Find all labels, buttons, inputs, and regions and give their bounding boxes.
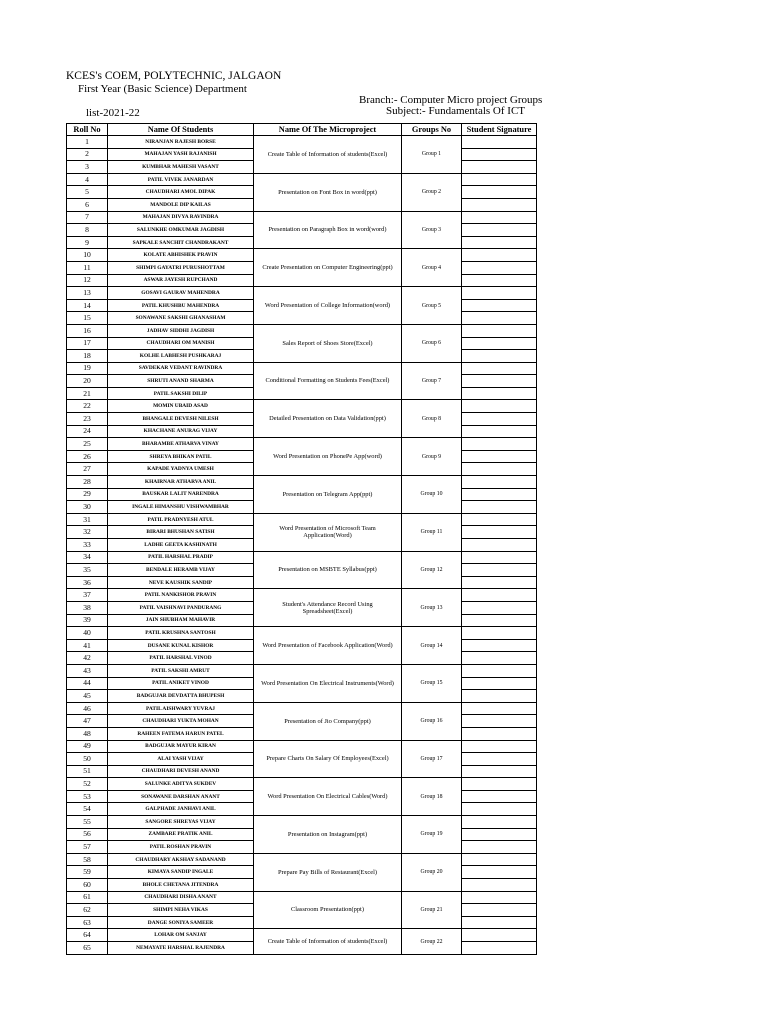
group-number-cell: Group 20 [402, 853, 462, 891]
group-number-cell: Group 9 [402, 438, 462, 476]
student-signature-cell[interactable] [462, 488, 537, 501]
student-signature-cell[interactable] [462, 261, 537, 274]
roll-number-cell: 3 [67, 161, 108, 174]
student-name-cell: KHAIRNAR ATHARVA ANIL [108, 476, 254, 489]
student-signature-cell[interactable] [462, 551, 537, 564]
roll-number-cell: 12 [67, 274, 108, 287]
student-signature-cell[interactable] [462, 173, 537, 186]
roll-number-cell: 31 [67, 513, 108, 526]
student-name-cell: NIRANJAN RAJESH BORSE [108, 136, 254, 149]
student-name-cell: BAUSKAR LALIT NARENDRA [108, 488, 254, 501]
student-name-cell: BENDALE HERAMB VIJAY [108, 564, 254, 577]
student-name-cell: PATIL VIVEK JANARDAN [108, 173, 254, 186]
student-name-cell: JADHAV SIDDHI JAGDISH [108, 324, 254, 337]
roll-number-cell: 9 [67, 236, 108, 249]
table-row [67, 627, 537, 640]
roll-number-cell: 45 [67, 690, 108, 703]
roll-number-cell: 30 [67, 501, 108, 514]
microproject-cell: Presentation on Paragraph Box in word(word) [254, 211, 402, 249]
group-number-cell: Group 12 [402, 551, 462, 589]
student-signature-cell[interactable] [462, 690, 537, 703]
student-name-cell: ZAMBARE PRATIK ANIL [108, 828, 254, 841]
group-number-cell: Group 1 [402, 136, 462, 174]
group-number-cell: Group 11 [402, 513, 462, 551]
roll-number-cell: 56 [67, 828, 108, 841]
group-number-cell: Group 10 [402, 476, 462, 514]
roll-number-cell: 17 [67, 337, 108, 350]
roll-number-cell: 5 [67, 186, 108, 199]
branch-label: Branch:- Computer Micro project Groups [359, 94, 543, 106]
column-header-microproject: Name Of The Microproject [254, 124, 402, 136]
roll-number-cell: 15 [67, 312, 108, 325]
student-name-cell: PATIL HARSHAL VINOD [108, 652, 254, 665]
roll-number-cell: 64 [67, 929, 108, 942]
student-signature-cell[interactable] [462, 438, 537, 451]
roll-number-cell: 65 [67, 942, 108, 955]
group-number-cell: Group 21 [402, 891, 462, 929]
microproject-cell: Presentation on MSBTE Syllabus(ppt) [254, 551, 402, 589]
table-row [67, 816, 537, 829]
table-row [67, 362, 537, 375]
student-name-cell: ASWAR JAYESH RUPCHAND [108, 274, 254, 287]
roll-number-cell: 55 [67, 816, 108, 829]
student-name-cell: CHAUDHARI AMOL DIPAK [108, 186, 254, 199]
roll-number-cell: 35 [67, 564, 108, 577]
micro-project-groups-table [66, 123, 537, 955]
roll-number-cell: 49 [67, 740, 108, 753]
student-signature-cell[interactable] [462, 702, 537, 715]
student-signature-cell[interactable] [462, 236, 537, 249]
roll-number-cell: 7 [67, 211, 108, 224]
student-name-cell: PATIL KHUSHBU MAHENDRA [108, 299, 254, 312]
group-number-cell: Group 14 [402, 627, 462, 665]
table-body [67, 136, 537, 955]
student-signature-cell[interactable] [462, 879, 537, 892]
student-name-cell: CHAUDHARI YUKTA MOHAN [108, 715, 254, 728]
student-name-cell: BADGUJAR DEVDATTA BHUPESH [108, 690, 254, 703]
student-signature-cell[interactable] [462, 198, 537, 211]
student-signature-cell[interactable] [462, 513, 537, 526]
microproject-cell: Word Presentation On Electrical Instruments(Word) [254, 664, 402, 702]
roll-number-cell: 41 [67, 639, 108, 652]
student-name-cell: INGALE HIMANSHU VISHWAMBHAR [108, 501, 254, 514]
student-name-cell: SHRUTI ANAND SHARMA [108, 375, 254, 388]
microproject-cell: Presentation on Font Box in word(ppt) [254, 173, 402, 211]
microproject-cell: Create Table of Information of students(Excel) [254, 929, 402, 954]
student-signature-cell[interactable] [462, 904, 537, 917]
student-signature-cell[interactable] [462, 476, 537, 489]
student-signature-cell[interactable] [462, 778, 537, 791]
roll-number-cell: 33 [67, 539, 108, 552]
table-row [67, 853, 537, 866]
microproject-cell: Word Presentation on PhonePe App(word) [254, 438, 402, 476]
student-signature-cell[interactable] [462, 387, 537, 400]
student-name-cell: SONAWANE SAKSHI GHANASHAM [108, 312, 254, 325]
student-signature-cell[interactable] [462, 413, 537, 426]
student-name-cell: BHOLE CHETANA JITENDRA [108, 879, 254, 892]
microproject-cell: Word Presentation of Microsoft Team Application(Word) [254, 513, 402, 551]
column-header-roll-no: Roll No [67, 124, 108, 136]
student-name-cell: SALUNKHE OMKUMAR JAGDISH [108, 224, 254, 237]
student-signature-cell[interactable] [462, 753, 537, 766]
student-signature-cell[interactable] [462, 929, 537, 942]
group-number-cell: Group 6 [402, 324, 462, 362]
roll-number-cell: 37 [67, 589, 108, 602]
table-row [67, 173, 537, 186]
student-signature-cell[interactable] [462, 148, 537, 161]
table-row [67, 891, 537, 904]
table-row [67, 513, 537, 526]
roll-number-cell: 28 [67, 476, 108, 489]
group-number-cell: Group 5 [402, 287, 462, 325]
student-signature-cell[interactable] [462, 614, 537, 627]
roll-number-cell: 18 [67, 350, 108, 363]
student-signature-cell[interactable] [462, 891, 537, 904]
student-name-cell: RAHEEN FATEMA HARUN PATEL [108, 727, 254, 740]
student-signature-cell[interactable] [462, 362, 537, 375]
student-name-cell: PATIL VAISHNAVI PANDURANG [108, 601, 254, 614]
student-name-cell: MAHAJAN DIVYA RAVINDRA [108, 211, 254, 224]
roll-number-cell: 6 [67, 198, 108, 211]
student-name-cell: PATIL NANKISHOR PRAVIN [108, 589, 254, 602]
group-number-cell: Group 8 [402, 400, 462, 438]
student-signature-cell[interactable] [462, 539, 537, 552]
table-row [67, 589, 537, 602]
student-signature-cell[interactable] [462, 639, 537, 652]
subject-label: Subject:- Fundamentals Of ICT [386, 105, 526, 117]
student-name-cell: DANGE SONIYA SAMEER [108, 916, 254, 929]
roll-number-cell: 39 [67, 614, 108, 627]
student-name-cell: PATIL HARSHAL PRADIP [108, 551, 254, 564]
roll-number-cell: 19 [67, 362, 108, 375]
student-name-cell: CHAUDHARI DISHA ANANT [108, 891, 254, 904]
microproject-cell: Detailed Presentation on Data Validation(ppt) [254, 400, 402, 438]
student-name-cell: MAHAJAN YASH RAJANISH [108, 148, 254, 161]
group-number-cell: Group 13 [402, 589, 462, 627]
list-year-label: list-2021-22 [86, 107, 140, 119]
student-name-cell: KHACHANE ANURAG VIJAY [108, 425, 254, 438]
student-name-cell: KAPADE YADNYA UMESH [108, 463, 254, 476]
student-signature-cell[interactable] [462, 740, 537, 753]
roll-number-cell: 48 [67, 727, 108, 740]
column-header-group-no: Groups No [402, 124, 462, 136]
roll-number-cell: 42 [67, 652, 108, 665]
group-number-cell: Group 4 [402, 249, 462, 287]
institute-title: KCES's COEM, POLYTECHNIC, JALGAON [66, 70, 282, 82]
student-signature-cell[interactable] [462, 803, 537, 816]
microproject-cell: Word Presentation of College Information(word) [254, 287, 402, 325]
roll-number-cell: 44 [67, 677, 108, 690]
student-signature-cell[interactable] [462, 375, 537, 388]
student-signature-cell[interactable] [462, 601, 537, 614]
roll-number-cell: 43 [67, 664, 108, 677]
student-signature-cell[interactable] [462, 866, 537, 879]
student-signature-cell[interactable] [462, 425, 537, 438]
student-name-cell: PATIL ANIKET VINOD [108, 677, 254, 690]
student-name-cell: CHAUDHARI DEVESH ANAND [108, 765, 254, 778]
microproject-cell: Classroom Presentation(ppt) [254, 891, 402, 929]
student-name-cell: ALAI YASH VIJAY [108, 753, 254, 766]
roll-number-cell: 46 [67, 702, 108, 715]
student-name-cell: DUSANE KUNAL KISHOR [108, 639, 254, 652]
table-row [67, 551, 537, 564]
department-title: First Year (Basic Science) Department [78, 83, 247, 95]
table-row [67, 324, 537, 337]
roll-number-cell: 40 [67, 627, 108, 640]
student-name-cell: CHAUDHARY AKSHAY SADANAND [108, 853, 254, 866]
student-name-cell: NEMAYATE HARSHAL RAJENDRA [108, 942, 254, 955]
student-signature-cell[interactable] [462, 526, 537, 539]
student-signature-cell[interactable] [462, 627, 537, 640]
student-signature-cell[interactable] [462, 664, 537, 677]
student-signature-cell[interactable] [462, 501, 537, 514]
student-name-cell: LADHE GEETA KASHINATH [108, 539, 254, 552]
microproject-cell: Create Table of Information of students(Excel) [254, 136, 402, 174]
roll-number-cell: 53 [67, 790, 108, 803]
roll-number-cell: 34 [67, 551, 108, 564]
microproject-cell: Word Presentation On Electrical Cables(Word) [254, 778, 402, 816]
roll-number-cell: 60 [67, 879, 108, 892]
student-signature-cell[interactable] [462, 312, 537, 325]
table-row [67, 702, 537, 715]
student-name-cell: CHAUDHARI OM MANISH [108, 337, 254, 350]
roll-number-cell: 38 [67, 601, 108, 614]
table-row [67, 664, 537, 677]
student-signature-cell[interactable] [462, 916, 537, 929]
student-signature-cell[interactable] [462, 853, 537, 866]
roll-number-cell: 26 [67, 450, 108, 463]
student-signature-cell[interactable] [462, 324, 537, 337]
table-row [67, 287, 537, 300]
student-signature-cell[interactable] [462, 224, 537, 237]
student-signature-cell[interactable] [462, 589, 537, 602]
student-name-cell: KIMAYA SANDIP INGALE [108, 866, 254, 879]
roll-number-cell: 32 [67, 526, 108, 539]
roll-number-cell: 23 [67, 413, 108, 426]
group-number-cell: Group 2 [402, 173, 462, 211]
student-signature-cell[interactable] [462, 249, 537, 262]
student-signature-cell[interactable] [462, 652, 537, 665]
student-name-cell: SALUNKE ADITYA SUKDEV [108, 778, 254, 791]
student-name-cell: LOHAR OM SANJAY [108, 929, 254, 942]
student-signature-cell[interactable] [462, 186, 537, 199]
student-signature-cell[interactable] [462, 161, 537, 174]
microproject-cell: Word Presentation of Facebook Application(Word) [254, 627, 402, 665]
student-name-cell: BIRARI BHUSHAN SATISH [108, 526, 254, 539]
roll-number-cell: 63 [67, 916, 108, 929]
roll-number-cell: 8 [67, 224, 108, 237]
student-signature-cell[interactable] [462, 299, 537, 312]
roll-number-cell: 21 [67, 387, 108, 400]
microproject-cell: Presentation on Telegram App(ppt) [254, 476, 402, 514]
microproject-cell: Presentation of Jio Company(ppt) [254, 702, 402, 740]
roll-number-cell: 14 [67, 299, 108, 312]
roll-number-cell: 47 [67, 715, 108, 728]
microproject-cell: Create Presentation on Computer Engineering(ppt) [254, 249, 402, 287]
roll-number-cell: 25 [67, 438, 108, 451]
student-name-cell: SHREYA BHIKAN PATIL [108, 450, 254, 463]
student-signature-cell[interactable] [462, 727, 537, 740]
roll-number-cell: 1 [67, 136, 108, 149]
group-number-cell: Group 16 [402, 702, 462, 740]
roll-number-cell: 54 [67, 803, 108, 816]
roll-number-cell: 20 [67, 375, 108, 388]
microproject-cell: Student's Attendance Record Using Spreadsheet(Excel) [254, 589, 402, 627]
roll-number-cell: 29 [67, 488, 108, 501]
roll-number-cell: 59 [67, 866, 108, 879]
student-name-cell: GALPHADE JANHAVI ANIL [108, 803, 254, 816]
student-signature-cell[interactable] [462, 677, 537, 690]
student-name-cell: SAVDEKAR VEDANT RAVINDRA [108, 362, 254, 375]
table-row [67, 249, 537, 262]
group-number-cell: Group 18 [402, 778, 462, 816]
roll-number-cell: 4 [67, 173, 108, 186]
student-name-cell: GOSAVI GAURAV MAHENDRA [108, 287, 254, 300]
student-name-cell: PATIL KRUSHNA SANTOSH [108, 627, 254, 640]
roll-number-cell: 58 [67, 853, 108, 866]
student-signature-cell[interactable] [462, 450, 537, 463]
student-signature-cell[interactable] [462, 136, 537, 149]
student-signature-cell[interactable] [462, 400, 537, 413]
student-name-cell: BHARAMBE ATHARVA VINAY [108, 438, 254, 451]
student-signature-cell[interactable] [462, 211, 537, 224]
microproject-cell: Prepare Pay Bills of Restaurant(Excel) [254, 853, 402, 891]
student-name-cell: BADGUJAR MAYUR KIRAN [108, 740, 254, 753]
student-signature-cell[interactable] [462, 274, 537, 287]
group-number-cell: Group 22 [402, 929, 462, 954]
student-name-cell: BHANGALE DEVESH NILESH [108, 413, 254, 426]
roll-number-cell: 13 [67, 287, 108, 300]
column-header-signature: Student Signature [462, 124, 537, 136]
student-signature-cell[interactable] [462, 463, 537, 476]
student-name-cell: SANGORE SHREYAS VIJAY [108, 816, 254, 829]
roll-number-cell: 52 [67, 778, 108, 791]
microproject-cell: Conditional Formatting on Students Fees(Excel) [254, 362, 402, 400]
student-signature-cell[interactable] [462, 790, 537, 803]
table-row [67, 778, 537, 791]
student-signature-cell[interactable] [462, 337, 537, 350]
table-row [67, 929, 537, 942]
roll-number-cell: 57 [67, 841, 108, 854]
student-name-cell: PATIL AISHWARY YUVRAJ [108, 702, 254, 715]
group-number-cell: Group 3 [402, 211, 462, 249]
student-signature-cell[interactable] [462, 287, 537, 300]
group-number-cell: Group 17 [402, 740, 462, 778]
roll-number-cell: 10 [67, 249, 108, 262]
column-header-student-name: Name Of Students [108, 124, 254, 136]
student-signature-cell[interactable] [462, 715, 537, 728]
student-name-cell: PATIL PRADNYESH ATUL [108, 513, 254, 526]
student-signature-cell[interactable] [462, 942, 537, 955]
student-signature-cell[interactable] [462, 765, 537, 778]
table-row [67, 740, 537, 753]
roll-number-cell: 16 [67, 324, 108, 337]
roll-number-cell: 62 [67, 904, 108, 917]
group-number-cell: Group 19 [402, 816, 462, 854]
student-name-cell: SHIMPI GAYATRI PURUSHOTTAM [108, 261, 254, 274]
student-signature-cell[interactable] [462, 350, 537, 363]
roll-number-cell: 2 [67, 148, 108, 161]
group-number-cell: Group 7 [402, 362, 462, 400]
student-name-cell: MANDOLE DIP KAILAS [108, 198, 254, 211]
student-name-cell: NEVE KAUSHIK SANDIP [108, 576, 254, 589]
roll-number-cell: 50 [67, 753, 108, 766]
roll-number-cell: 11 [67, 261, 108, 274]
student-signature-cell[interactable] [462, 841, 537, 854]
student-name-cell: PATIL SAKSHI DILIP [108, 387, 254, 400]
table-header-row [67, 124, 537, 136]
student-name-cell: PATIL ROSHAN PRAVIN [108, 841, 254, 854]
student-name-cell: MOMIN UBAID ASAD [108, 400, 254, 413]
table-row [67, 211, 537, 224]
roll-number-cell: 61 [67, 891, 108, 904]
roll-number-cell: 27 [67, 463, 108, 476]
roll-number-cell: 22 [67, 400, 108, 413]
student-name-cell: KOLHE LABHESH PUSHKARAJ [108, 350, 254, 363]
microproject-cell: Presentation on Instagram(ppt) [254, 816, 402, 854]
microproject-cell: Sales Report of Shoes Store(Excel) [254, 324, 402, 362]
roll-number-cell: 24 [67, 425, 108, 438]
microproject-cell: Prepare Charts On Salary Of Employees(Excel) [254, 740, 402, 778]
table-row [67, 400, 537, 413]
student-name-cell: KUMBHAR MAHESH VASANT [108, 161, 254, 174]
student-name-cell: KOLATE ABHISHEK PRAVIN [108, 249, 254, 262]
student-signature-cell[interactable] [462, 816, 537, 829]
student-signature-cell[interactable] [462, 564, 537, 577]
roll-number-cell: 36 [67, 576, 108, 589]
roll-number-cell: 51 [67, 765, 108, 778]
table-row [67, 476, 537, 489]
table-row [67, 136, 537, 149]
student-name-cell: JAIN SHUBHAM MAHAVIR [108, 614, 254, 627]
student-name-cell: SONAWANE DARSHAN ANANT [108, 790, 254, 803]
student-signature-cell[interactable] [462, 576, 537, 589]
student-name-cell: PATIL SAKSHI AMRUT [108, 664, 254, 677]
group-number-cell: Group 15 [402, 664, 462, 702]
student-name-cell: SAPKALE SANCHIT CHANDRAKANT [108, 236, 254, 249]
table-row [67, 438, 537, 451]
student-name-cell: SHIMPI NEHA VIKAS [108, 904, 254, 917]
student-signature-cell[interactable] [462, 828, 537, 841]
